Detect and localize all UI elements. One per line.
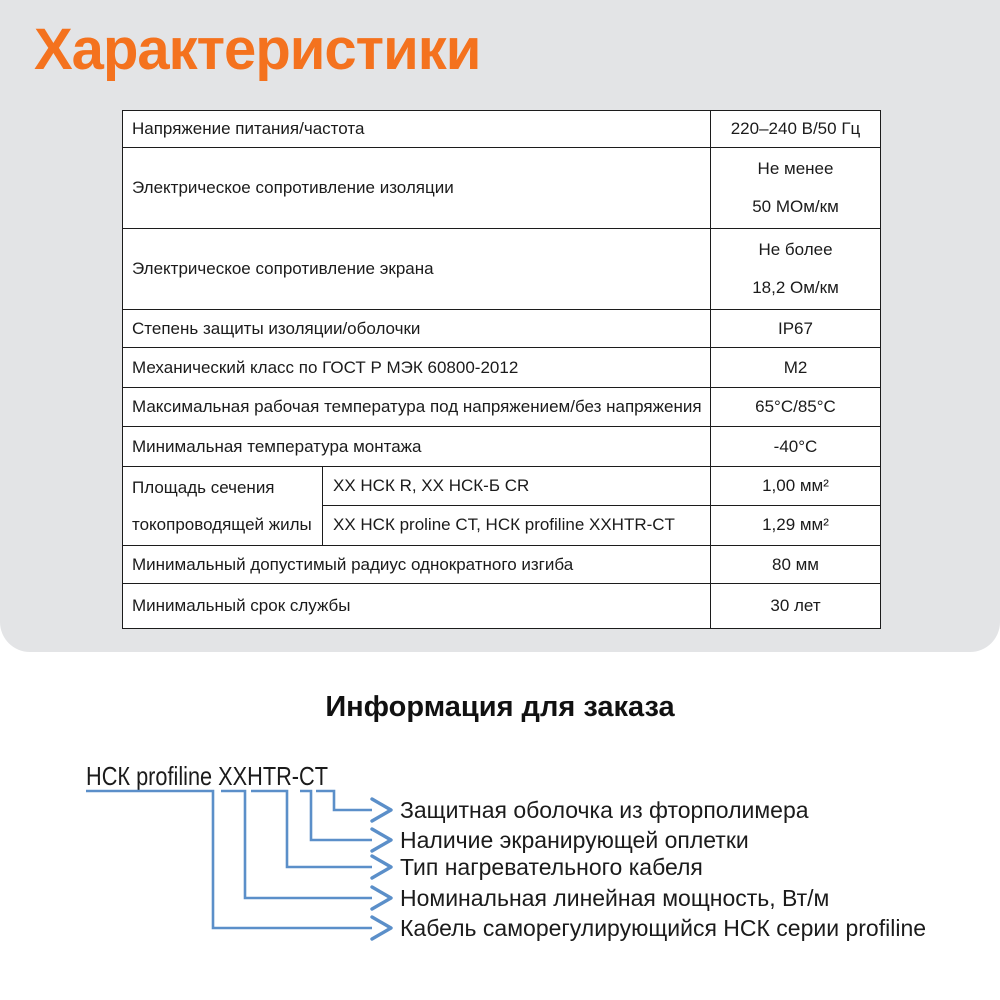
spec-value-line: Не менее — [757, 159, 834, 178]
spec-label: Минимальный срок службы — [123, 584, 711, 629]
order-info-heading: Информация для заказа — [325, 691, 675, 723]
spec-value: 30 лет — [711, 584, 881, 629]
spec-row — [123, 467, 881, 506]
spec-row — [123, 148, 881, 229]
callout-label-jacket: Защитная оболочка из фторполимера — [400, 797, 809, 823]
spec-value: 1,00 мм² — [711, 467, 881, 506]
spec-label: Минимальный допустимый радиус однократного изгиба — [123, 546, 711, 584]
spec-label-line: Площадь сечения — [132, 478, 275, 497]
spec-label-line: токопроводящей жилы — [132, 515, 312, 534]
spec-value: 80 мм — [711, 546, 881, 584]
spec-label: Степень защиты изоляции/оболочки — [123, 310, 711, 348]
spec-row — [123, 229, 881, 310]
callout-label-series: Кабель саморегулирующийся НСК серии profiline — [400, 915, 927, 941]
callout-label-power: Номинальная линейная мощность, Вт/м — [400, 885, 830, 911]
spec-value — [711, 229, 881, 310]
spec-value: 65°С/85°С — [711, 388, 881, 427]
spec-models: ХХ НСК proline CT, НСК profiline XXHTR-CT — [323, 505, 711, 545]
order-code-text: НСК profiline XXHTR-CT — [86, 761, 329, 791]
spec-value: -40°С — [711, 427, 881, 467]
spec-row — [123, 584, 881, 629]
spec-value: 1,29 мм² — [711, 505, 881, 545]
spec-label-merged — [123, 467, 323, 546]
spec-table — [122, 110, 881, 629]
callout-line-power — [221, 791, 372, 898]
arrow-right-icon — [372, 829, 391, 851]
callout-line-series — [86, 791, 372, 928]
spec-label: Минимальная температура монтажа — [123, 427, 711, 467]
callout-line-jacket — [316, 791, 372, 810]
spec-row — [123, 427, 881, 467]
callout-line-cable-type — [251, 791, 372, 867]
arrow-right-icon — [372, 887, 391, 909]
spec-row — [123, 546, 881, 584]
callout-line-braid — [300, 791, 372, 840]
arrow-right-icon — [372, 917, 391, 939]
callout-label-cable-type: Тип нагревательного кабеля — [400, 854, 703, 880]
arrow-right-icon — [372, 856, 391, 878]
spec-label: Максимальная рабочая температура под напряжением/без напряжения — [123, 388, 711, 427]
spec-value: 220–240 В/50 Гц — [711, 111, 881, 148]
spec-label: Напряжение питания/частота — [123, 111, 711, 148]
spec-value-line: 50 МОм/км — [752, 197, 839, 216]
spec-row — [123, 310, 881, 348]
spec-value: IP67 — [711, 310, 881, 348]
spec-row — [123, 388, 881, 427]
spec-value-line: Не более — [758, 240, 833, 259]
spec-value: М2 — [711, 348, 881, 388]
spec-label: Механический класс по ГОСТ Р МЭК 60800-2012 — [123, 348, 711, 388]
callout-label-braid: Наличие экранирующей оплетки — [400, 827, 749, 853]
spec-row — [123, 111, 881, 148]
spec-models: ХХ НСК R, ХХ НСК-Б CR — [323, 467, 711, 506]
spec-value — [711, 148, 881, 229]
page-title: Характеристики — [34, 17, 481, 82]
spec-label: Электрическое сопротивление экрана — [123, 229, 711, 310]
spec-label: Электрическое сопротивление изоляции — [123, 148, 711, 229]
spec-row — [123, 348, 881, 388]
spec-value-line: 18,2 Ом/км — [752, 278, 839, 297]
arrow-right-icon — [372, 799, 391, 821]
